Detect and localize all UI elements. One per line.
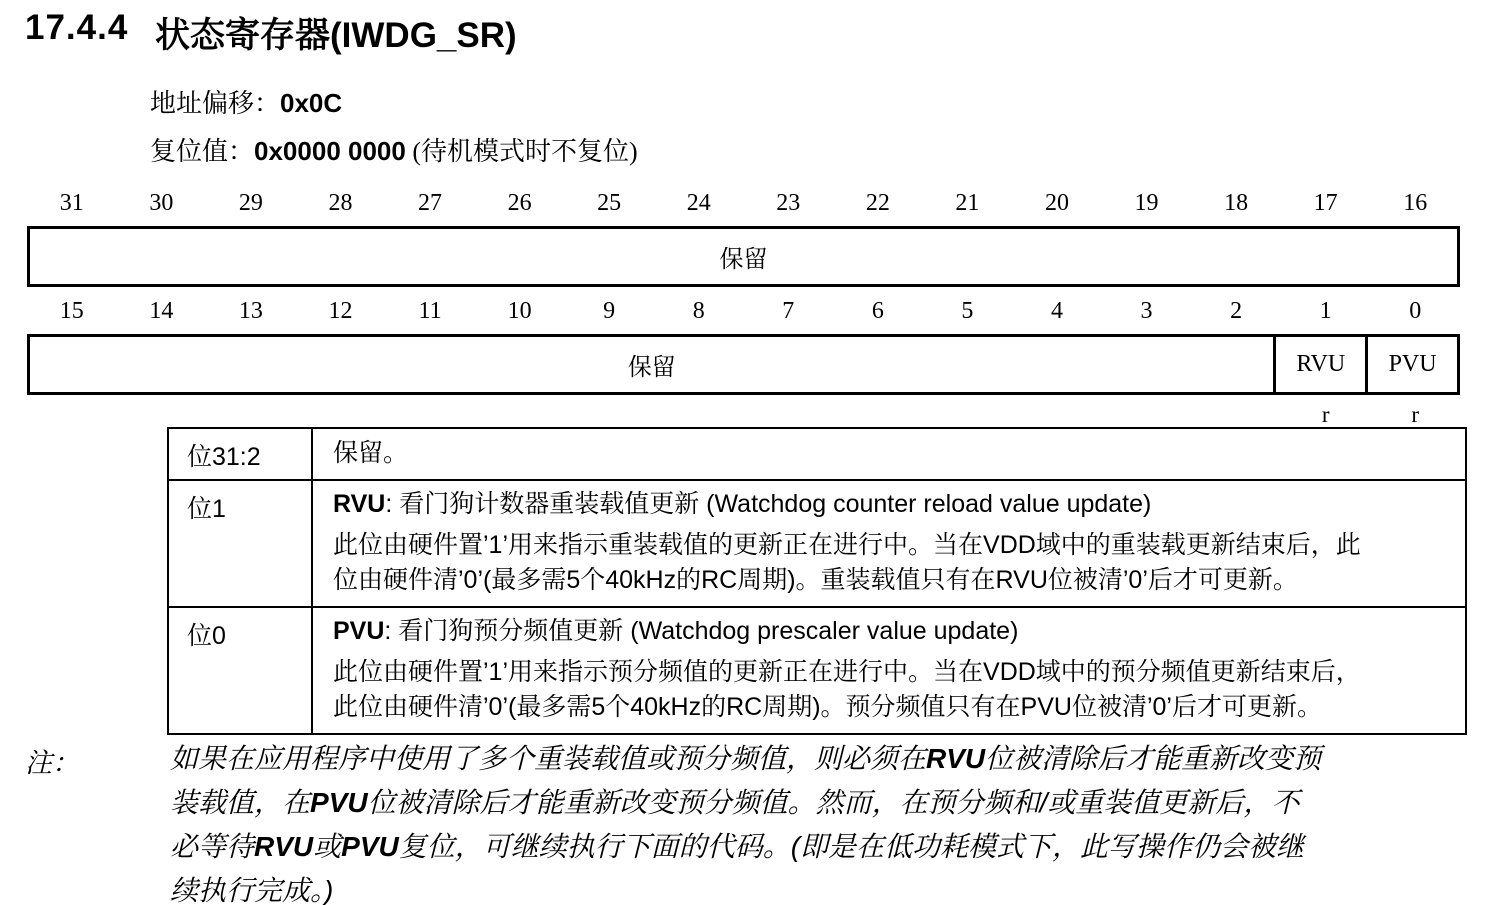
desc-line	[333, 615, 1449, 648]
bit-number: 7	[782, 298, 795, 324]
bold-term: PVU	[310, 787, 368, 818]
bit-number: 27	[418, 190, 443, 216]
desc-row	[169, 606, 1465, 733]
text-run: 此位由硬件置’1’用来指示重装载值的更新正在进行中。当在VDD域中的重装载更新结束后，此	[333, 531, 1361, 559]
bit-range-label: 位31:2	[169, 429, 313, 479]
bit-number: 21	[955, 190, 980, 216]
bit-number: 29	[238, 190, 263, 216]
bit-number: 6	[871, 298, 884, 324]
bitfield-cell-RVU: RVU	[1273, 337, 1365, 392]
text-run: 必等待	[170, 831, 255, 862]
page-title: 状态寄存器(IWDG_SR)	[155, 16, 517, 55]
reset-value-line	[150, 131, 638, 168]
bit-number: 30	[149, 190, 174, 216]
bitfield-row-15-0	[27, 334, 1460, 395]
bit-numbers-15-0	[27, 296, 1460, 326]
desc-line	[333, 563, 1449, 598]
note-label: 注：	[25, 748, 79, 778]
text-run: : 看门狗预分频值更新 (Watchdog prescaler value update)	[384, 617, 1019, 645]
bit-description-table	[167, 427, 1467, 735]
text-run: 复位，可继续执行下面的代码。(即是在低功耗模式下，此写操作仍会被继	[398, 831, 1305, 862]
bit-number: 26	[507, 190, 532, 216]
text-run: 保留。	[333, 439, 409, 467]
bit-number: 13	[238, 298, 263, 324]
bit-number: 1	[1319, 298, 1332, 324]
address-offset-line	[150, 83, 342, 120]
bit-description	[313, 608, 1465, 733]
text-run: 续执行完成。)	[170, 875, 334, 905]
bit-number: 11	[418, 298, 442, 324]
bit-number: 8	[692, 298, 705, 324]
bit-number: 25	[597, 190, 622, 216]
bitfield-diagram	[27, 188, 1460, 428]
text-run: 此位由硬件清’0’(最多需5个40kHz的RC周期)。预分频值只有在PVU位被清’0’后才可更新。	[333, 693, 1322, 721]
text-run: : 看门狗计数器重装载值更新 (Watchdog counter reload value update)	[385, 490, 1152, 518]
bit-number: 2	[1230, 298, 1243, 324]
reset-value: 0x0000 0000	[254, 136, 406, 166]
note-line	[170, 869, 1475, 905]
bit-number: 9	[603, 298, 616, 324]
text-run: 位被清除后才能重新改变预分频值。然而，在预分频和/或重装值更新后，不	[367, 787, 1300, 818]
bit-number: 10	[507, 298, 532, 324]
bitfield-cell-PVU: PVU	[1365, 337, 1457, 392]
bitfield-row-31-16	[27, 226, 1460, 287]
access-type: r	[1321, 402, 1330, 427]
bold-term: RVU	[254, 831, 314, 862]
text-run: 或	[313, 831, 342, 862]
bit-description	[313, 429, 1465, 479]
bit-number: 24	[686, 190, 711, 216]
bit-number: 14	[149, 298, 174, 324]
bit-number: 5	[961, 298, 974, 324]
bit-number: 31	[59, 190, 84, 216]
bit-number: 18	[1224, 190, 1249, 216]
bitfield-cell-保留: 保留	[719, 247, 768, 273]
desc-row	[169, 479, 1465, 606]
text-run: 位由硬件清’0’(最多需5个40kHz的RC周期)。重装载值只有在RVU位被清’0’后才可更新。	[333, 566, 1298, 594]
desc-line	[333, 690, 1449, 725]
bit-number: 3	[1140, 298, 1153, 324]
bit-number: 4	[1050, 298, 1063, 324]
reset-value-suffix: (待机模式时不复位)	[405, 137, 638, 166]
note-line	[170, 737, 1475, 781]
desc-line	[333, 655, 1449, 690]
bold-term: PVU	[333, 617, 385, 645]
access-spacer	[27, 402, 1281, 428]
bit-number: 19	[1134, 190, 1159, 216]
bit-range-label: 位0	[169, 608, 313, 733]
note-line	[170, 825, 1475, 869]
bit-number: 22	[865, 190, 890, 216]
bit-description	[313, 481, 1465, 606]
bit-number: 20	[1044, 190, 1069, 216]
desc-line	[333, 488, 1449, 521]
text-run: 装载值，在	[170, 787, 311, 818]
bit-number: 15	[59, 298, 84, 324]
bold-term: RVU	[926, 743, 986, 774]
bit-number: 23	[776, 190, 801, 216]
desc-line	[333, 436, 1449, 471]
bold-term: RVU	[333, 490, 386, 518]
bit-number: 16	[1403, 190, 1428, 216]
reset-value-label: 复位值：	[150, 137, 255, 166]
access-type: r	[1411, 402, 1420, 427]
text-run: 此位由硬件置’1’用来指示预分频值的更新正在进行中。当在VDD域中的预分频值更新结束后，	[333, 658, 1361, 686]
section-number: 17.4.4	[25, 8, 129, 47]
bit-range-label: 位1	[169, 481, 313, 606]
address-offset-value: 0x0C	[280, 88, 343, 118]
note-line	[170, 781, 1475, 825]
text-run: 如果在应用程序中使用了多个重装载值或预分频值，则必须在	[170, 743, 927, 774]
bit-number: 12	[328, 298, 353, 324]
address-offset-label: 地址偏移：	[150, 89, 281, 118]
bitfield-cell-保留: 保留	[627, 355, 676, 381]
bit-number: 17	[1313, 190, 1338, 216]
desc-row	[169, 429, 1465, 479]
bold-term: PVU	[341, 831, 399, 862]
bit-number: 28	[328, 190, 353, 216]
note-text	[170, 737, 1475, 905]
access-type-row	[27, 402, 1460, 428]
desc-line	[333, 528, 1449, 563]
bit-number: 0	[1409, 298, 1422, 324]
bit-numbers-31-16	[27, 188, 1460, 218]
text-run: 位被清除后才能重新改变预	[985, 743, 1322, 774]
